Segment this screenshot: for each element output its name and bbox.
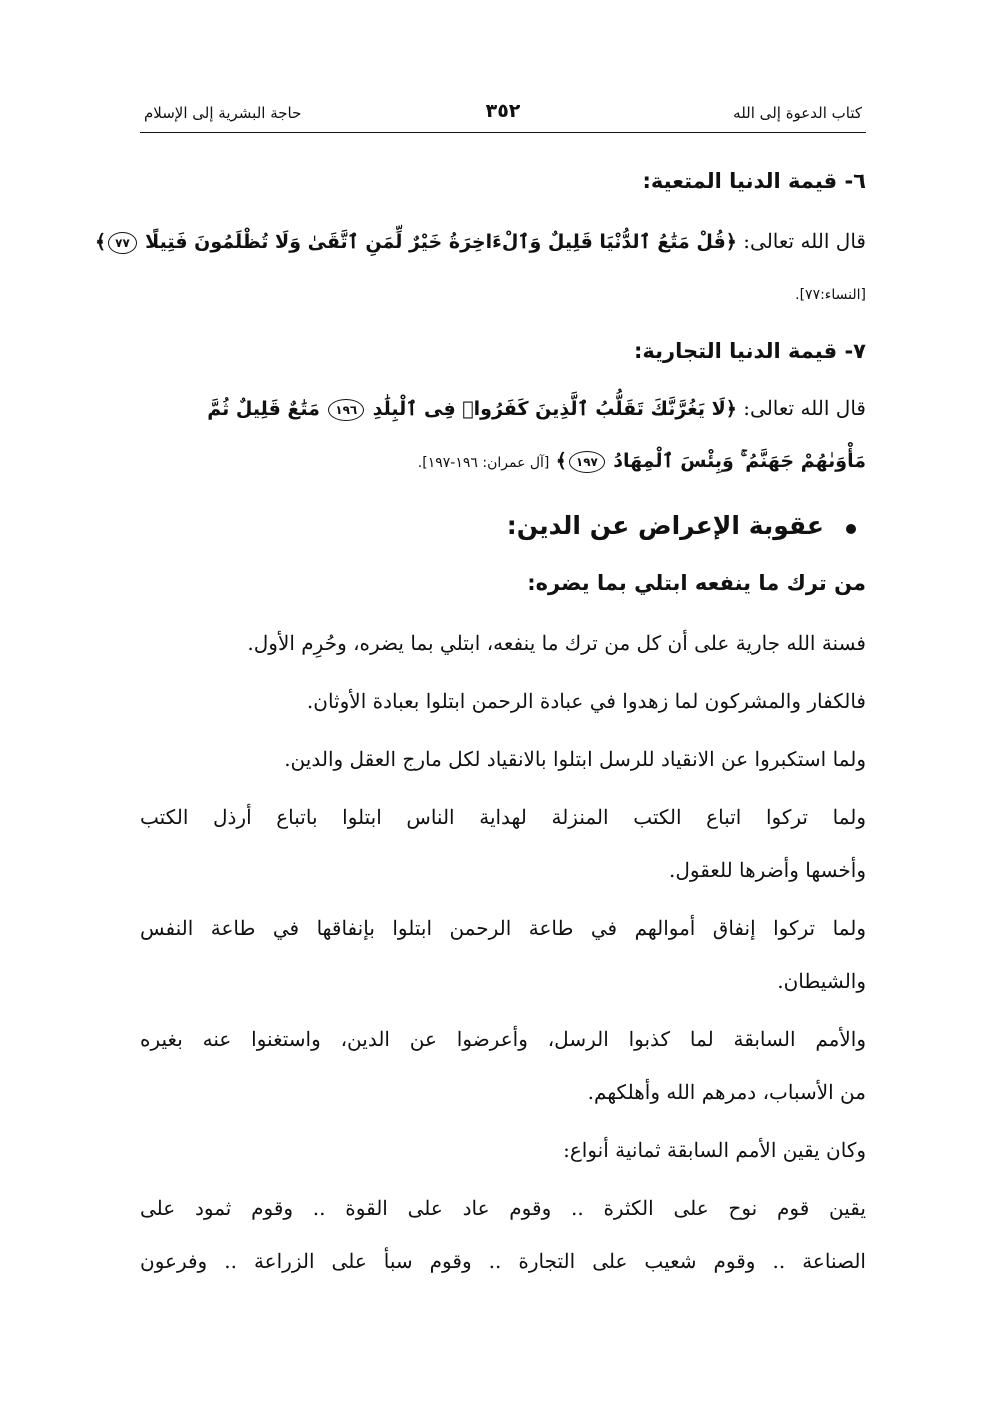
section-6-verse-line <box>95 226 866 257</box>
bullet-heading: عقوبة الإعراض عن الدين: <box>506 511 824 540</box>
bullet-heading-line <box>140 508 866 545</box>
verse-close-bracket-2: ﴾ <box>555 450 567 472</box>
section-7-verse-part-2: مَتَٰعٌ قَلِيلٌ ثُمَّ <box>207 398 320 420</box>
subheading: من ترك ما ينفعه ابتلي بما يضره: <box>527 571 866 595</box>
section-7-verse-line-2 <box>140 445 866 478</box>
ayah-number-77: ٧٧ <box>108 232 137 254</box>
running-header <box>140 98 866 133</box>
section-7-verse-line-1 <box>140 393 866 424</box>
paragraph-8-line-1: يقين قوم نوح على الكثرة .. وقوم عاد على القوة .. وقوم ثمود على <box>140 1196 866 1220</box>
section-7-verse-part-3: مَأْوَىٰهُمْ جَهَنَّمُ ۚ وَبِئْسَ ٱلْمِهَادُ <box>613 450 866 472</box>
paragraph-7: وكان يقين الأمم السابقة ثمانية أنواع: <box>563 1138 866 1162</box>
section-7-heading: ٧- قيمة الدنيا التجارية: <box>634 339 866 363</box>
section-6-reference: [النساء:٧٧]. <box>795 287 866 303</box>
section-7-intro: قال الله تعالى: <box>743 396 866 420</box>
bullet-icon <box>846 524 856 534</box>
paragraph-6-line-2: من الأسباب، دمرهم الله وأهلكهم. <box>587 1080 866 1104</box>
paragraph-4-line-2: وأخسها وأضرها للعقول. <box>668 858 866 882</box>
paragraph-6-line-1: والأمم السابقة لما كذبوا الرسل، وأعرضوا عن الدين، واستغنوا عنه بغيره <box>140 1027 866 1051</box>
paragraph-5-line-2: والشيطان. <box>777 969 866 993</box>
section-7-reference: [آل عمران: ١٩٦-١٩٧]. <box>417 455 550 471</box>
page-number: ٣٥٢ <box>485 100 521 122</box>
paragraph-8-line-2: الصناعة .. وقوم شعيب على التجارة .. وقوم سبأ على الزراعة .. وفرعون <box>140 1249 866 1273</box>
page <box>95 0 866 1417</box>
verse-close-bracket: ﴾ <box>95 231 107 253</box>
chapter-title: حاجة البشرية إلى الإسلام <box>144 104 302 122</box>
section-6-intro: قال الله تعالى: <box>743 229 866 253</box>
ayah-number-197: ١٩٧ <box>569 451 605 473</box>
section-6-verse: ﴿قُلْ مَتَٰعُ ٱلدُّنْيَا قَلِيلٌ وَٱلْءَاخِرَةُ خَيْرٌ لِّمَنِ ٱتَّقَىٰ وَلَا تُظْلَمُونَ فَتِيلًا <box>145 231 737 253</box>
paragraph-3: ولما استكبروا عن الانقياد للرسل ابتلوا بالانقياد لكل مارج العقل والدين. <box>284 747 866 771</box>
section-6-heading: ٦- قيمة الدنيا المتعية: <box>642 169 866 193</box>
paragraph-2: فالكفار والمشركون لما زهدوا في عبادة الرحمن ابتلوا بعبادة الأوثان. <box>306 689 866 713</box>
paragraph-4-line-1: ولما تركوا اتباع الكتب المنزلة لهداية الناس ابتلوا باتباع أرذل الكتب <box>140 805 866 829</box>
section-7-verse-part-1: ﴿لَا يَغُرَّنَّكَ تَقَلُّبُ ٱلَّذِينَ كَفَرُوا۟ فِى ٱلْبِلَٰدِ <box>372 398 737 420</box>
book-title: كتاب الدعوة إلى الله <box>733 104 862 122</box>
paragraph-1: فسنة الله جارية على أن كل من ترك ما ينفعه، ابتلي بما يضره، وحُرِم الأول. <box>247 631 866 655</box>
ayah-number-196: ١٩٦ <box>328 399 364 421</box>
paragraph-5-line-1: ولما تركوا إنفاق أموالهم في طاعة الرحمن ابتلوا بإنفاقها في طاعة النفس <box>140 916 866 940</box>
